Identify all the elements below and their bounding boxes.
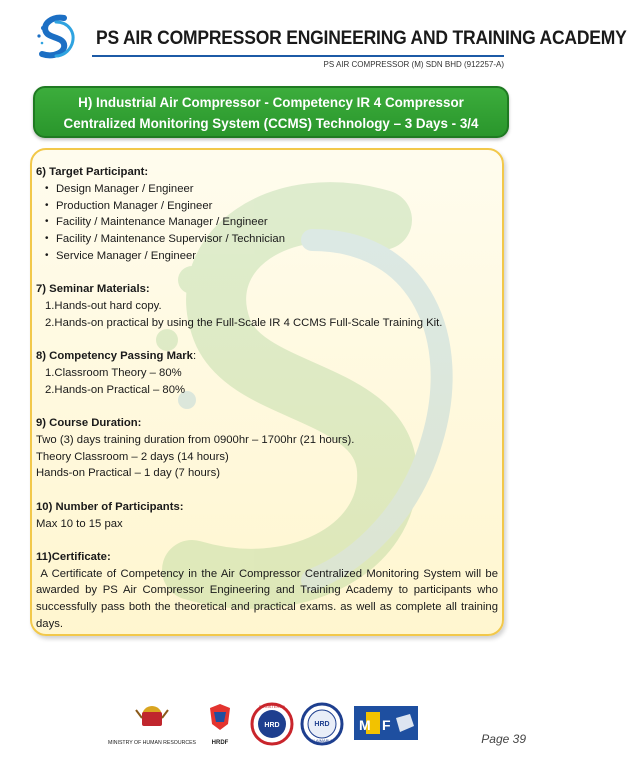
claimable-caption: CLAIMABLE — [310, 738, 334, 743]
section-title-certificate: 11)Certificate: — [36, 550, 111, 563]
list-item: • Production Manager / Engineer — [36, 198, 498, 215]
duration-line: Hands-on Practical – 1 day (7 hours) — [36, 467, 220, 480]
svg-text:HRD: HRD — [264, 722, 280, 729]
hrd-corp-registered-icon — [252, 704, 292, 744]
registered-caption: REGISTERED — [258, 704, 286, 709]
list-item: 2.Hands-on practical by using the Full-Scale IR 4 CCMS Full-Scale Training Kit. — [45, 316, 443, 329]
hrd-corp-claimable-icon — [302, 704, 342, 744]
list-item: 1.Classroom Theory – 80% — [45, 366, 182, 379]
hrdf-logo-icon — [210, 704, 230, 746]
course-title-banner — [33, 86, 509, 138]
content-card — [30, 148, 504, 636]
section-title-target: 6) Target Participant: — [36, 166, 149, 178]
page-header — [0, 0, 627, 78]
course-details — [36, 164, 498, 633]
list-item: • Design Manager / Engineer — [36, 181, 498, 198]
page-number: Page 39 — [481, 732, 526, 746]
section-title-duration: 9) Course Duration: — [36, 417, 142, 430]
banner-line-1: H) Industrial Air Compressor - Competency IR 4 Compressor — [78, 95, 464, 110]
svg-text:HRD: HRD — [314, 721, 330, 728]
list-item: • Facility / Maintenance Supervisor / Technician — [36, 231, 498, 248]
seminar-materials-list — [36, 298, 498, 332]
duration-line: Theory Classroom – 2 days (14 hours) — [36, 450, 229, 463]
certificate-text: A Certificate of Competency in the Air Compressor Centralized Monitoring System will be awarded by PS Air Compressor Engineering and Training Academy to participants who successfully pass both the theoretical and practical exams. as well as complete all training days. — [36, 567, 498, 631]
ministry-crest-icon — [108, 706, 197, 746]
list-item: 1.Hands-out hard copy. — [45, 300, 162, 313]
target-participant-list — [36, 181, 498, 265]
svg-text:M: M — [359, 717, 371, 733]
section-title-passing — [36, 348, 498, 365]
hrdf-caption: HRDF — [211, 740, 229, 746]
ps-logo-icon — [34, 14, 80, 60]
header-divider — [92, 55, 504, 57]
academy-title: PS AIR COMPRESSOR ENGINEERING AND TRAINING ACADEMY — [96, 26, 627, 49]
list-item: 2.Hands-on Practical – 80% — [45, 383, 186, 396]
accreditation-logos — [107, 698, 420, 754]
list-item: • Facility / Maintenance Manager / Engineer — [36, 214, 498, 231]
banner-line-2: Centralized Monitoring System (CCMS) Technology – 3 Days - 3/4 — [63, 116, 479, 131]
ministry-caption: MINISTRY OF HUMAN RESOURCES — [107, 740, 197, 746]
passing-title-colon: : — [192, 350, 197, 363]
section-title-participants: 10) Number of Participants: — [36, 500, 184, 513]
list-item: • Service Manager / Engineer — [36, 248, 498, 265]
svg-text:F: F — [382, 717, 391, 733]
passing-mark-list — [36, 365, 498, 399]
mof-logo-icon — [354, 706, 418, 740]
duration-line: Two (3) days training duration from 0900hr – 1700hr (21 hours). — [36, 433, 355, 446]
passing-title-text: 8) Competency Passing Mark — [36, 350, 193, 363]
participants-text: Max 10 to 15 pax — [36, 517, 123, 530]
company-registration: PS AIR COMPRESSOR (M) SDN BHD (912257-A) — [323, 60, 504, 69]
section-title-materials: 7) Seminar Materials: — [36, 283, 150, 296]
